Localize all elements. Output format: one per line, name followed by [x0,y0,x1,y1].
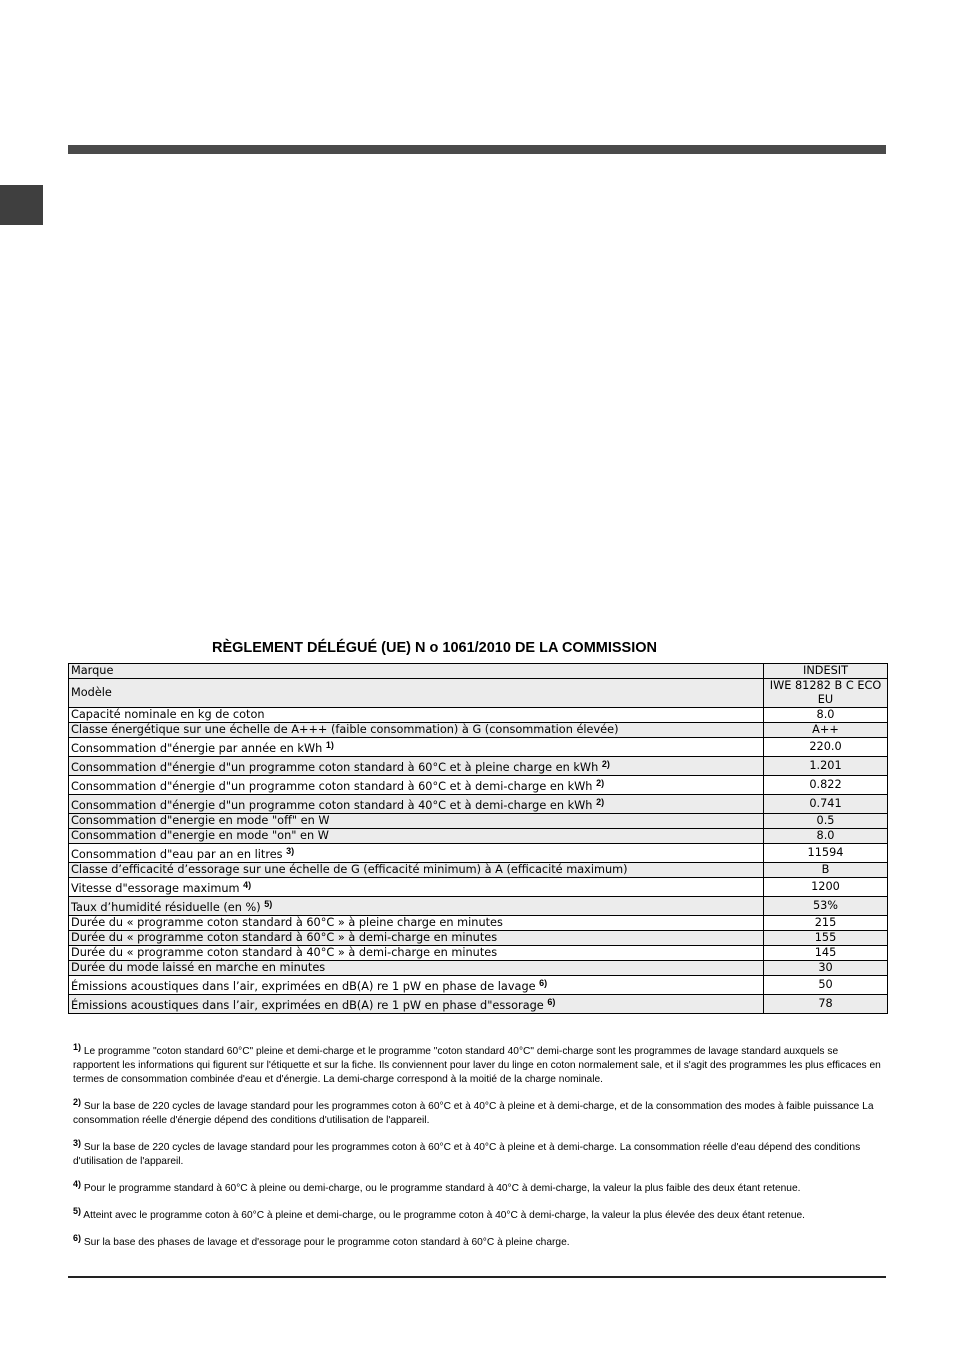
footnote-ref: 2) [596,778,605,788]
table-row [69,738,888,757]
row-label: Vitesse d"essorage maximum $^{4)}$ [69,878,764,897]
table-row [69,708,888,723]
row-label: Modèle [69,679,764,708]
footnote [73,1097,885,1128]
row-value: 0.822 [764,776,888,795]
table-row [69,863,888,878]
row-value: 145 [764,946,888,961]
row-label: Durée du « programme coton standard à 40°C » à demi-charge en minutes [69,946,764,961]
row-value: 155 [764,931,888,946]
table-row [69,931,888,946]
table-row [69,897,888,916]
row-value: 50 [764,976,888,995]
row-label: Consommation d"eau par an en litres $^{3)}$ [69,844,764,863]
footnote [73,1138,885,1169]
footnote-text: Atteint avec le programme coton à 60°C à pleine et demi-charge, ou le programme coton à 40°C à demi-charge, la valeur la plus élevée des deux étant retenue. [83,1210,805,1221]
row-value: 11594 [764,844,888,863]
footnote-ref: 2) [596,797,605,807]
footnote [73,1042,885,1087]
row-label: Consommation d"energie en mode "on" en W [69,829,764,844]
table-row [69,795,888,814]
footnote-number: 1) [73,1042,82,1052]
row-label: Capacité nominale en kg de coton [69,708,764,723]
row-value: 0.741 [764,795,888,814]
footnote-ref: 2) [601,759,610,769]
row-value: IWE 81282 B C ECO EU [764,679,888,708]
regulation-title: RÈGLEMENT DÉLÉGUÉ (UE) N o 1061/2010 DE LA COMMISSION [211,640,657,656]
row-label: Durée du « programme coton standard à 60°C » à demi-charge en minutes [69,931,764,946]
footnote [73,1206,885,1223]
footnote-text: Le programme "coton standard 60°C" pleine et demi-charge et le programme "coton standard 40°C" demi-charge sont les programmes de lavage standard auxquels se rapportent les informations qui figurent sur l'étiquette et sur la fiche. Ils conviennent pour laver du linge en coton normalement sale, et il s'agit des programmes les plus efficaces en termes de consommation combinée d'eau et d'énergie. La demi-charge correspond à la moitié de la charge nominale. [73,1046,881,1085]
top-rule [68,145,886,154]
row-label: Consommation d"énergie d"un programme coton standard à 60°C et à pleine charge en kWh $^{2)}$ [69,757,764,776]
row-value: INDESIT [764,664,888,679]
row-label: Consommation d"énergie d"un programme coton standard à 60°C et à demi-charge en kWh $^{2)}$ [69,776,764,795]
footnote-text: Sur la base des phases de lavage et d'essorage pour le programme coton standard à 60°C à pleine charge. [83,1237,570,1248]
footnote [73,1179,885,1196]
table-row [69,844,888,863]
table-row [69,723,888,738]
row-label: Marque [69,664,764,679]
footnote-text: Sur la base de 220 cycles de lavage standard pour les programmes coton à 60°C et à 40°C à pleine et à demi-charge, et de la consommation des modes à faible puissance La consommation réelle d'énergie dépend des conditions d'utilisation de l'appareil. [73,1101,874,1126]
footnote-number: 6) [73,1233,82,1243]
row-label: Classe d’efficacité d’essorage sur une échelle de G (efficacité minimum) à A (efficacité maximum) [69,863,764,878]
side-tab-marker [0,185,43,225]
footnote-ref: 1) [325,740,334,750]
footnote-text: Sur la base de 220 cycles de lavage standard pour les programmes coton à 60°C et à 40°C à pleine et à demi-charge. La consommation réelle d'eau dépend des conditions d'utilisation de l'appareil. [73,1142,861,1167]
table-row [69,916,888,931]
row-value: A++ [764,723,888,738]
footnote-ref: 3) [286,846,295,856]
row-value: B [764,863,888,878]
row-label: Émissions acoustiques dans l’air, exprimées en dB(A) re 1 pW en phase de lavage $^{6)}$ [69,976,764,995]
row-label: Consommation d"energie en mode "off" en W [69,814,764,829]
table-row [69,757,888,776]
table-row [69,995,888,1014]
row-value: 0.5 [764,814,888,829]
table-row [69,878,888,897]
table-row [69,976,888,995]
footnote [73,1233,885,1250]
table-row [69,946,888,961]
footnote-ref: 6) [547,997,556,1007]
footnote-number: 4) [73,1179,82,1189]
table-row [69,776,888,795]
row-value: 8.0 [764,829,888,844]
table-row [69,814,888,829]
row-label: Consommation d"énergie par année en kWh $^{1)}$ [69,738,764,757]
footnote-text: Pour le programme standard à 60°C à pleine ou demi-charge, ou le programme standard à 40°C à demi-charge, la valeur la plus faible des deux étant retenue. [83,1183,801,1194]
footnote-ref: 6) [539,978,548,988]
row-value: 220.0 [764,738,888,757]
footnote-number: 2) [73,1097,82,1107]
table-row [69,679,888,708]
footnote-number: 3) [73,1138,82,1148]
row-value: 215 [764,916,888,931]
table-row [69,664,888,679]
table-row [69,829,888,844]
row-value: 8.0 [764,708,888,723]
footnote-number: 5) [73,1206,82,1216]
row-label: Durée du mode laissé en marche en minutes [69,961,764,976]
row-value: 1.201 [764,757,888,776]
row-label: Classe énergétique sur une échelle de A+++ (faible consommation) à G (consommation élevée) [69,723,764,738]
row-value: 1200 [764,878,888,897]
table-row [69,961,888,976]
row-label: Consommation d"énergie d"un programme coton standard à 40°C et à demi-charge en kWh $^{2)}$ [69,795,764,814]
footnote-ref: 4) [243,880,252,890]
row-value: 53% [764,897,888,916]
row-label: Taux d’humidité résiduelle (en %) $^{5)}$ [69,897,764,916]
specification-table [68,663,888,1014]
bottom-rule [68,1276,886,1278]
row-value: 30 [764,961,888,976]
row-label: Émissions acoustiques dans l’air, exprimées en dB(A) re 1 pW en phase d"essorage $^{6)}$ [69,995,764,1014]
footnote-ref: 5) [264,899,273,909]
row-label: Durée du « programme coton standard à 60°C » à pleine charge en minutes [69,916,764,931]
row-value: 78 [764,995,888,1014]
